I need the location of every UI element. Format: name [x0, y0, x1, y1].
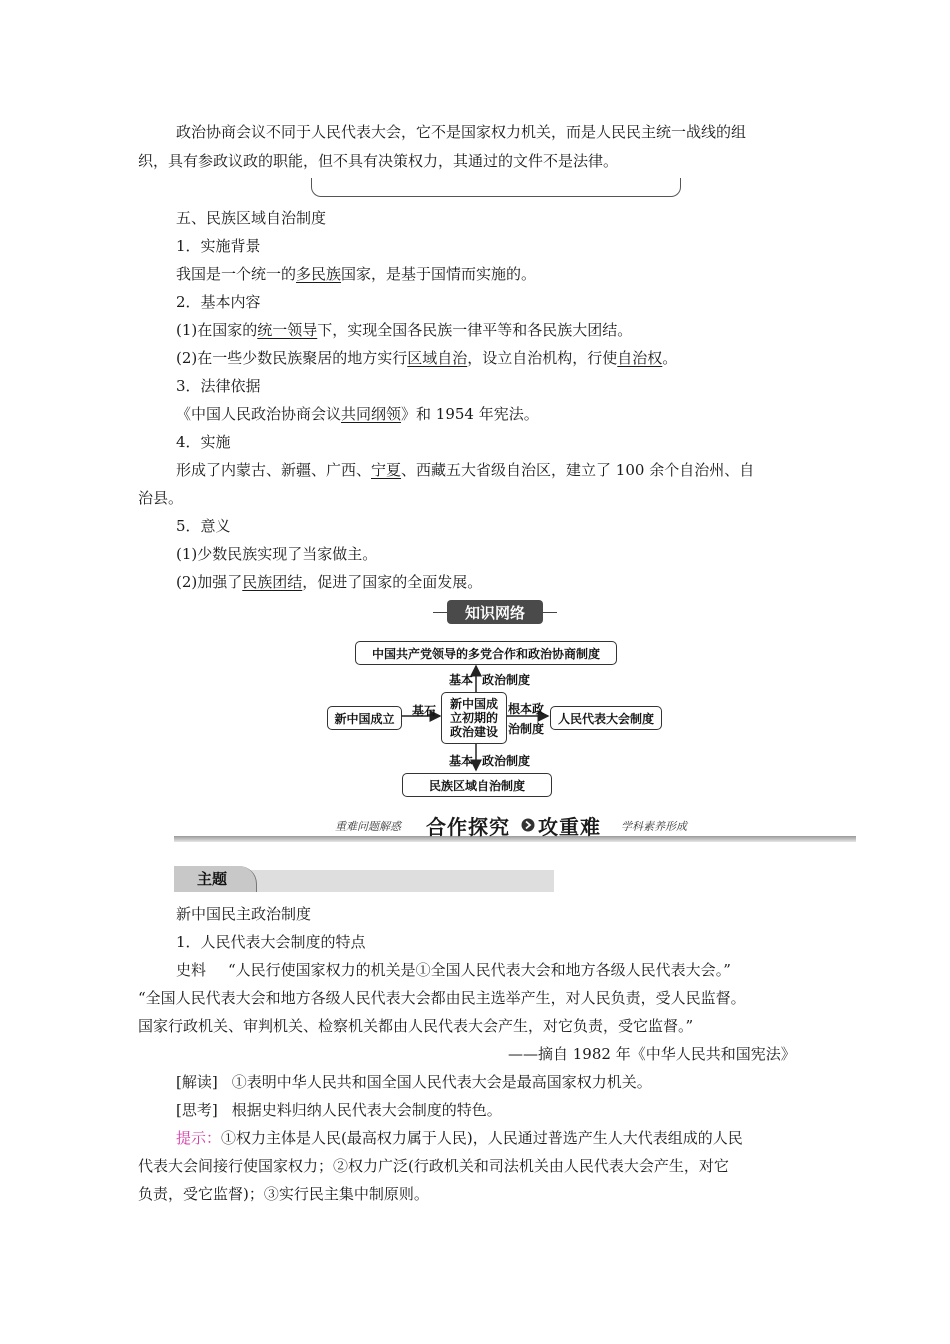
- intro-line-2: 织，具有参政议政的职能，但不具有决策权力，其通过的文件不是法律。: [138, 152, 619, 170]
- banner-bar: [174, 836, 856, 842]
- heading-3: 3．法律依据: [176, 377, 261, 395]
- thinking-label: [思考]: [176, 1101, 218, 1119]
- paragraph-4b: 治县。: [138, 489, 184, 507]
- banner-title-1: 合作探究: [426, 815, 510, 839]
- paragraph-4a: 形成了内蒙古、新疆、广西、宁夏、西藏五大省级自治区，建立了 100 余个自治州、自: [176, 461, 755, 479]
- source-label: 史料: [176, 961, 207, 979]
- hint-line-3: 负责，受它监督)；③实行民主集中制原则。: [138, 1185, 429, 1203]
- source-line-2: “全国人民代表大会和地方各级人民代表大会都由民主选举产生，对人民负责，受人民监督。: [138, 989, 746, 1007]
- paragraph-5a: (1)少数民族实现了当家做主。: [176, 545, 378, 563]
- hint-line-1: 提示：①权力主体是人民(最高权力属于人民)，人民通过普选产生人大代表组成的人民: [176, 1129, 743, 1147]
- box-regional-ethnic-autonomy: 民族区域自治制度: [402, 773, 552, 797]
- topic-tab-label: 主题: [197, 870, 228, 888]
- banner-left-text: 重难问题解惑: [335, 820, 401, 833]
- network-title: 知识网络: [447, 600, 543, 624]
- box-multiparty-cooperation: 中国共产党领导的多党合作和政治协商制度: [355, 641, 617, 665]
- hint-line-2: 代表大会间接行使国家权力；②权力广泛(行政机关和司法机关由人民代表大会产生，对它: [138, 1157, 729, 1175]
- interpretation-label: [解读]: [176, 1073, 218, 1091]
- source-line-3: 国家行政机关、审判机关、检察机关都由人民代表大会产生，对它负责，受它监督。”: [138, 1017, 694, 1035]
- topic-heading-1: 1．人民代表大会制度的特点: [176, 933, 366, 951]
- box-peoples-congress-system: 人民代表大会制度: [550, 706, 662, 730]
- topic-title: 新中国民主政治制度: [176, 905, 312, 923]
- hint-label: 提示：: [176, 1129, 222, 1147]
- heading-1: 1．实施背景: [176, 237, 261, 255]
- center-line-2: 立初期的: [449, 711, 498, 725]
- label-bottom-left: 基本: [449, 754, 474, 768]
- label-right-top: 根本政: [508, 702, 545, 716]
- label-bottom-right: 政治制度: [482, 754, 531, 768]
- paragraph-2b: (2)在一些少数民族聚居的地方实行区域自治，设立自治机构，行使自治权。: [176, 349, 678, 367]
- paragraph-1: 我国是一个统一的多民族国家，是基于国情而实施的。: [176, 265, 537, 283]
- paragraph-5b: (2)加强了民族团结，促进了国家的全面发展。: [176, 573, 483, 591]
- source-line-1: 史料 “人民行使国家权力的机关是①全国人民代表大会和地方各级人民代表大会。”: [176, 961, 731, 979]
- banner-title-2: 攻重难: [538, 815, 601, 839]
- banner-right-text: 学科素养形成: [621, 820, 687, 833]
- center-line-1: 新中国成: [449, 697, 498, 711]
- source-citation: ——摘自 1982 年《中华人民共和国宪法》: [508, 1045, 796, 1063]
- heading-4: 4．实施: [176, 433, 231, 451]
- label-left: 基石: [412, 704, 437, 718]
- label-right-bottom: 治制度: [508, 722, 545, 736]
- section-title: 五、民族区域自治制度: [176, 209, 327, 227]
- paragraph-2a: (1)在国家的统一领导下，实现全国各民族一律平等和各民族大团结。: [176, 321, 633, 339]
- box-new-china-founded: 新中国成立: [327, 706, 402, 730]
- label-top-right: 政治制度: [482, 673, 531, 687]
- interpretation: [解读] ①表明中华人民共和国全国人民代表大会是最高国家权力机关。: [176, 1073, 652, 1091]
- chevron-right-icon: [521, 818, 535, 832]
- thinking: [思考] 根据史料归纳人民代表大会制度的特色。: [176, 1101, 502, 1119]
- paragraph-3: 《中国人民政治协商会议共同纲领》和 1954 年宪法。: [176, 405, 539, 423]
- heading-5: 5．意义: [176, 517, 231, 535]
- box-early-political-construction: [441, 692, 507, 744]
- center-line-3: 政治建设: [449, 725, 498, 739]
- label-top-left: 基本: [449, 673, 474, 687]
- heading-2: 2．基本内容: [176, 293, 261, 311]
- intro-line-1: 政治协商会议不同于人民代表大会，它不是国家权力机关，而是人民民主统一战线的组: [176, 123, 747, 141]
